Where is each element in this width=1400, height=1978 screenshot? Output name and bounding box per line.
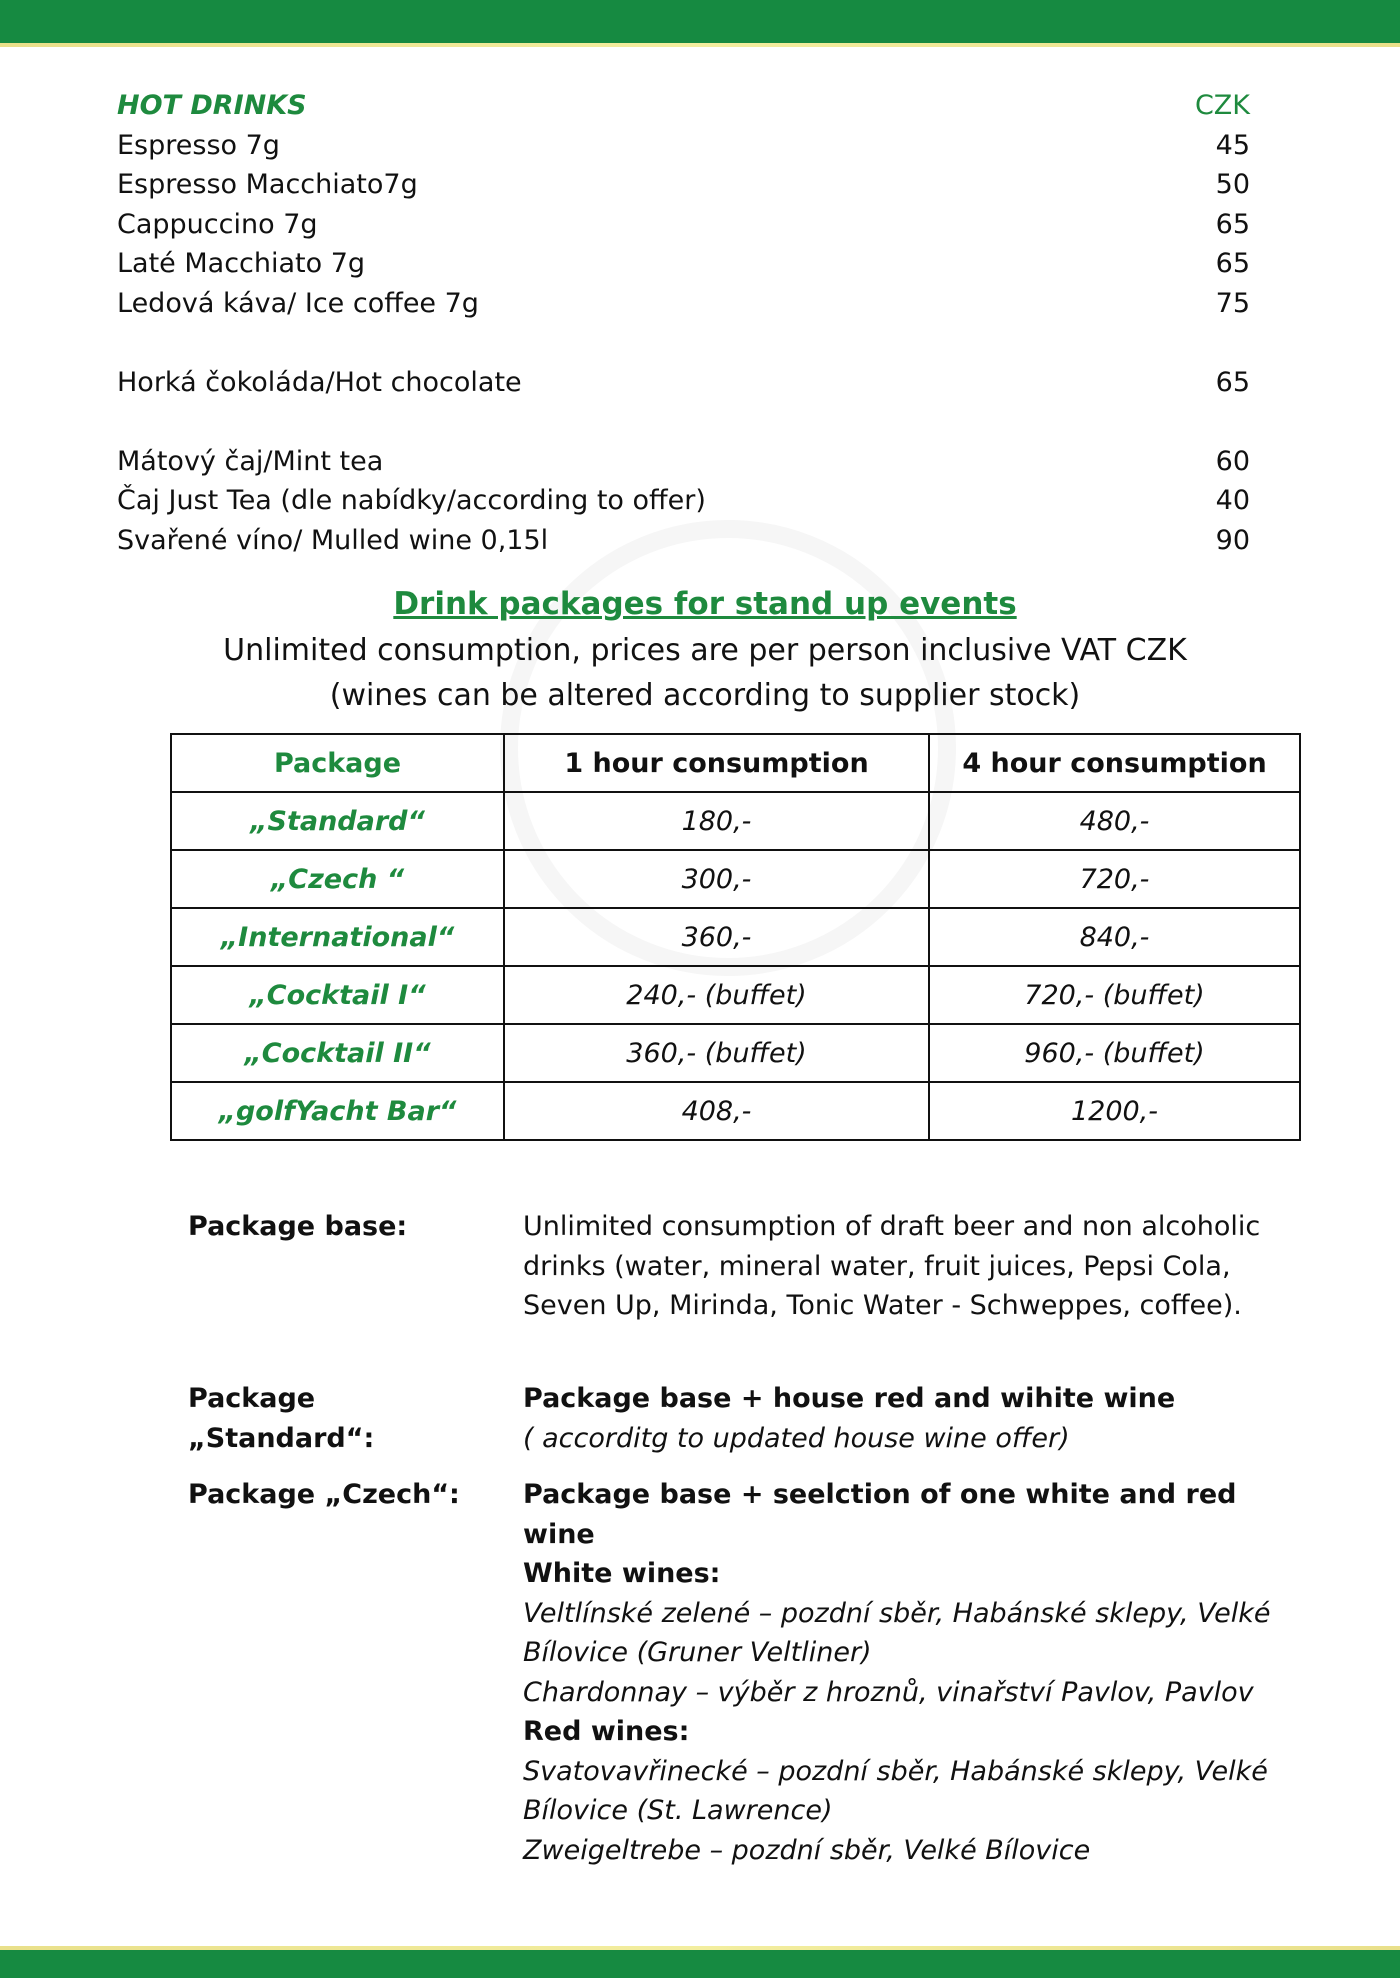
item-name: Espresso 7g xyxy=(117,129,280,161)
top-accent-line xyxy=(0,43,1400,47)
table-row xyxy=(171,1082,1300,1140)
wine-line: Svatovavřinecké – pozdní sběr, Habánské sklepy, Velké xyxy=(523,1755,1268,1787)
price-4h: 480,- xyxy=(929,792,1300,850)
white-wines-heading: White wines: xyxy=(523,1558,721,1589)
price-4h: 1200,- xyxy=(929,1082,1300,1140)
menu-item xyxy=(117,205,1250,245)
spacer xyxy=(117,402,1250,442)
column-header: 1 hour consumption xyxy=(504,734,929,792)
menu-item xyxy=(117,363,1250,403)
table-row xyxy=(171,1024,1300,1082)
definition-text xyxy=(523,1207,1288,1326)
packages-title: Drink packages for stand up events xyxy=(393,586,1017,622)
package-name: „Czech “ xyxy=(171,850,504,908)
column-header: Package xyxy=(171,734,504,792)
package-name: „Cocktail I“ xyxy=(171,966,504,1024)
definition-text xyxy=(523,1379,1288,1458)
wine-line: Zweigeltrebe – pozdní sběr, Velké Bílovice xyxy=(523,1834,1091,1866)
price-1h: 360,- xyxy=(504,908,929,966)
currency-label: CZK xyxy=(1194,90,1250,121)
package-standard-definition xyxy=(188,1379,1288,1458)
bottom-accent-line xyxy=(0,1946,1400,1950)
item-name: Svařené víno/ Mulled wine 0,15l xyxy=(117,524,549,556)
section-title: HOT DRINKS xyxy=(117,90,307,121)
menu-item xyxy=(117,284,1250,324)
item-name: Mátový čaj/Mint tea xyxy=(117,445,384,477)
hot-drinks-menu xyxy=(117,86,1250,560)
menu-item xyxy=(117,165,1250,205)
item-name: Espresso Macchiato7g xyxy=(117,169,418,200)
bottom-green-band xyxy=(0,1950,1400,1978)
price-4h: 960,- (buffet) xyxy=(929,1024,1300,1082)
table-header-row xyxy=(171,734,1300,792)
packages-subtitle: Unlimited consumption, prices are per person inclusive VAT CZK xyxy=(223,633,1187,668)
package-name: „Standard“ xyxy=(171,792,504,850)
menu-item xyxy=(117,442,1250,482)
packages-note: (wines can be altered according to supplier stock) xyxy=(329,678,1081,713)
package-name: „International“ xyxy=(171,908,504,966)
column-header: 4 hour consumption xyxy=(929,734,1300,792)
item-name: Ledová káva/ Ice coffee 7g xyxy=(117,287,479,319)
package-czech-definition xyxy=(188,1475,1288,1870)
definition-label: Package „Standard“: xyxy=(188,1383,375,1454)
text-line: Seven Up, Mirinda, Tonic Water - Schweppes, coffee). xyxy=(523,1290,1242,1321)
wine-line: Bílovice (Gruner Veltliner) xyxy=(523,1637,872,1668)
red-wines-heading: Red wines: xyxy=(523,1716,690,1747)
package-name: „golfYacht Bar“ xyxy=(171,1082,504,1140)
price-4h: 720,- xyxy=(929,850,1300,908)
price-4h: 720,- (buffet) xyxy=(929,966,1300,1024)
wine-line: Bílovice (St. Lawrence) xyxy=(523,1795,833,1826)
item-name: Cappuccino 7g xyxy=(117,208,318,240)
text-line: Unlimited consumption of draft beer and non alcoholic xyxy=(523,1211,1261,1242)
item-price: 40 xyxy=(1215,485,1250,516)
menu-item xyxy=(117,521,1250,561)
item-price: 60 xyxy=(1215,445,1250,477)
menu-item xyxy=(117,126,1250,166)
item-price: 65 xyxy=(1215,208,1250,240)
definition-text xyxy=(523,1475,1288,1870)
item-price: 50 xyxy=(1215,169,1250,200)
text-line: ( accorditg to updated house wine offer) xyxy=(523,1422,1070,1454)
item-price: 75 xyxy=(1215,287,1250,319)
price-4h: 840,- xyxy=(929,908,1300,966)
wine-line: Chardonnay – výběr z hroznů, vinařství Pavlov, Pavlov xyxy=(523,1676,1254,1708)
item-name: Laté Macchiato 7g xyxy=(117,248,366,279)
item-price: 65 xyxy=(1215,248,1250,279)
price-1h: 300,- xyxy=(504,850,929,908)
packages-table xyxy=(170,733,1301,1141)
top-green-band xyxy=(0,0,1400,43)
item-price: 90 xyxy=(1215,524,1250,556)
text-line: Package base + house red and wihite wine xyxy=(523,1383,1176,1414)
menu-item xyxy=(117,244,1250,284)
definition-label: Package „Czech“: xyxy=(188,1479,460,1510)
table-row xyxy=(171,908,1300,966)
table-row xyxy=(171,966,1300,1024)
price-1h: 360,- (buffet) xyxy=(504,1024,929,1082)
spacer xyxy=(117,323,1250,363)
definition-label: Package base: xyxy=(188,1211,408,1242)
price-1h: 180,- xyxy=(504,792,929,850)
table-row xyxy=(171,792,1300,850)
text-line: drinks (water, mineral water, fruit juices, Pepsi Cola, xyxy=(523,1250,1231,1282)
wine-line: Veltlínské zelené – pozdní sběr, Habánské sklepy, Velké xyxy=(523,1597,1271,1629)
text-line: Package base + seelction of one white and red wine xyxy=(523,1479,1237,1550)
table-row xyxy=(171,850,1300,908)
hot-drinks-header xyxy=(117,86,1250,126)
item-price: 45 xyxy=(1215,129,1250,161)
package-name: „Cocktail II“ xyxy=(171,1024,504,1082)
item-price: 65 xyxy=(1215,366,1250,398)
price-1h: 408,- xyxy=(504,1082,929,1140)
menu-item xyxy=(117,481,1250,521)
price-1h: 240,- (buffet) xyxy=(504,966,929,1024)
item-name: Čaj Just Tea (dle nabídky/according to offer) xyxy=(117,485,706,516)
item-name: Horká čokoláda/Hot chocolate xyxy=(117,366,522,398)
package-base-definition xyxy=(188,1207,1288,1326)
